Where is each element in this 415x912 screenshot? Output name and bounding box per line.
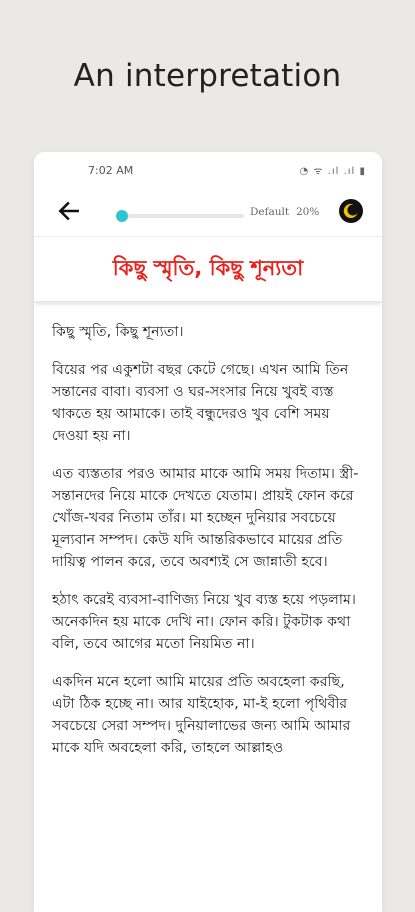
moon-icon[interactable]: [338, 198, 364, 224]
zoom-value: 20%: [296, 206, 320, 218]
article-paragraph: হঠাৎ করেই ব্যবসা-বাণিজ্য নিয়ে খুব ব্যস্ত হয়ে পড়লাম। অনেকদিন হয় মাকে দেখি না। ফোন করি। টুকটাক কথা বলি, তবে আগের মতো নিয়মিত না।: [52, 592, 357, 652]
reader-toolbar: [34, 186, 382, 237]
article-title-bar: [34, 237, 382, 301]
arrow-left-icon[interactable]: [56, 198, 82, 224]
phone-screen: [34, 152, 382, 912]
slider-thumb[interactable]: [116, 210, 128, 222]
slider-track: [122, 214, 244, 218]
article-paragraph: এত ব্যস্ততার পরও আমার মাকে আমি সময় দিতাম। স্ত্রী-সন্তানদের নিয়ে মাকে দেখতে যেতাম। প্রায়ই ফোন করে খোঁজ-খবর নিতাম তাঁর। মা হচ্ছেন দুনিয়ার সবচেয়ে মূল্যবান সম্পদ। কেউ যদি আন্তরিকভাবে মায়ের প্রতি দায়িত্ব পালন করে, তবে অবশ্যই সে জান্নাতী হবে।: [52, 466, 359, 570]
status-time: 7:02 AM: [88, 164, 134, 177]
article-title: কিছু স্মৃতি, কিছু শূন্যতা: [112, 255, 304, 280]
font-size-slider[interactable]: [116, 208, 244, 224]
status-icons: ◔ ᯤ .ıl .ıl ▮: [299, 166, 366, 177]
status-bar: [34, 152, 382, 186]
font-size-label: Default: [250, 206, 290, 218]
article-paragraph: একদিন মনে হলো আমি মায়ের প্রতি অবহেলা করছি, এটা ঠিক হচ্ছে না। আর যাইহোক, মা-ই হলো পৃথিবীর সবচেয়ে সেরা সম্পদ। দুনিয়ালাভের জন্য আমি আমার মাকে যদি অবহেলা করি, তাহলে আল্লাহও: [52, 674, 351, 756]
article-body: [34, 301, 382, 759]
article-paragraph: কিছু স্মৃতি, কিছু শূন্যতা।: [52, 324, 184, 340]
caption: An interpretation: [73, 58, 342, 94]
article-paragraph: বিয়ের পর একুশটা বছর কেটে গেছে। এখন আমি তিন সন্তানের বাবা। ব্যবসা ও ঘর-সংসার নিয়ে খুবই ব্যস্ত থাকতে হয় আমাকে। তাই বন্ধুদেরও খুব বেশি সময় দেওয়া হয় না।: [52, 362, 349, 444]
